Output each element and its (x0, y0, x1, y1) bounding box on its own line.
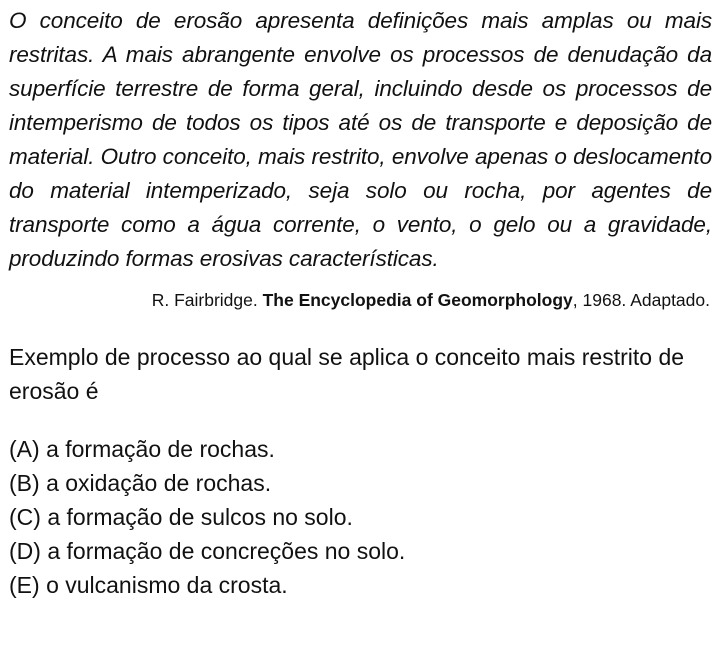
excerpt-paragraph: O conceito de erosão apresenta definições mais amplas ou mais restritas. A mais abrangente envolve os processos de denudação da superfície terrestre de forma geral, incluindo desde os processos de intemperismo de todos os tipos até os de transporte e deposição de material. Outro conceito, mais restrito, envolve apenas o deslocamento do material intemperizado, seja solo ou rocha, por agentes de transporte como a água corrente, o vento, o gelo ou a gravidade, produzindo formas erosivas características. (9, 8, 712, 271)
option-label: (B) (9, 470, 40, 496)
option-label: (E) (9, 572, 40, 598)
citation-details: , 1968. Adaptado. (572, 290, 710, 310)
citation-book-title: The Encyclopedia of Geomorphology (262, 290, 573, 310)
question-stem: Exemplo de processo ao qual se aplica o conceito mais restrito de erosão é (9, 344, 685, 404)
citation (9, 288, 712, 312)
option-label: (D) (9, 538, 41, 564)
option-text: a formação de rochas. (46, 436, 275, 462)
answer-options (9, 432, 712, 602)
citation-author: R. Fairbridge. (151, 290, 263, 310)
option-b[interactable] (9, 466, 712, 500)
option-text: o vulcanismo da crosta. (46, 572, 288, 598)
option-label: (C) (9, 504, 41, 530)
option-label: (A) (9, 436, 40, 462)
option-e[interactable] (9, 568, 712, 602)
option-d[interactable] (9, 534, 712, 568)
option-text: a oxidação de rochas. (46, 470, 272, 496)
option-a[interactable] (9, 432, 712, 466)
option-text: a formação de concreções no solo. (47, 538, 406, 564)
option-c[interactable] (9, 500, 712, 534)
option-text: a formação de sulcos no solo. (47, 504, 353, 530)
